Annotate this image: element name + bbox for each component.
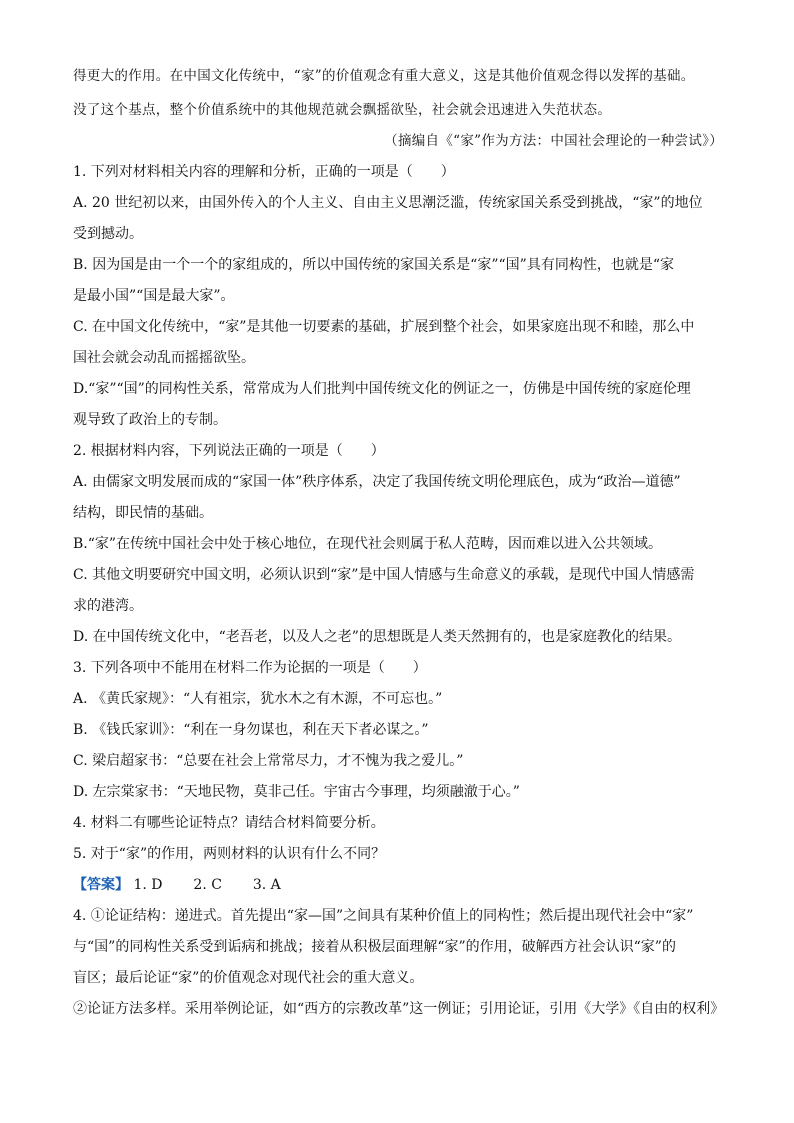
question-3-option-c: C. 梁启超家书：“总要在社会上常常尽力，才不愧为我之爱儿。”	[73, 753, 464, 769]
question-3-option-d: D. 左宗棠家书：“天地民物，莫非己任。宇宙古今事理，均须融澈于心。”	[73, 784, 520, 800]
question-1-option-a-cont: 受到撼动。	[73, 226, 143, 242]
answer-value: 3. A	[252, 877, 281, 893]
question-1-option-d: D.“家”“国”的同构性关系，常常成为人们批判中国传统文化的例证之一，仿佛是中国传统的家庭伦理	[73, 381, 691, 397]
question-1-option-d-cont: 观导致了政治上的专制。	[73, 412, 227, 428]
question-2-option-c: C. 其他文明要研究中国文明，必须认识到“家”是中国人情感与生命意义的承载，是现代中国人情感需	[73, 567, 695, 583]
article-line: 得更大的作用。在中国文化传统中，“家”的价值观念有重大意义，这是其他价值观念得以发挥的基础。	[73, 68, 695, 84]
analysis-line: 与“国”的同构性关系受到诟病和挑战；接着从积极层面理解“家”的作用，破解西方社会认识“家”的	[73, 939, 676, 955]
question-1-stem: 1. 下列对材料相关内容的理解和分析，正确的一项是（ ）	[73, 164, 455, 180]
answer-label: 【答案】	[73, 877, 129, 893]
answer-line	[73, 875, 723, 895]
question-1-option-b-cont: 是最小国”“国是最大家”。	[73, 288, 235, 304]
question-1-option-a: A. 20 世纪初以来，由国外传入的个人主义、自由主义思潮泛滥，传统家国关系受到挑战，“家”的地位	[73, 195, 703, 211]
question-2-option-a-cont: 结构，即民情的基础。	[73, 505, 213, 521]
question-3-option-a: A. 《黄氏家规》：“人有祖宗，犹水木之有木源，不可忘也。”	[73, 691, 443, 707]
question-3-stem: 3. 下列各项中不能用在材料二作为论据的一项是（ ）	[73, 660, 427, 676]
question-2-option-d: D. 在中国传统文化中，“老吾老，以及人之老”的思想既是人类天然拥有的，也是家庭教化的结果。	[73, 629, 681, 645]
answer-value: 1. D	[133, 877, 163, 893]
question-2-option-b: B.“家”在传统中国社会中处于核心地位，在现代社会则属于私人范畴，因而难以进入公共领域。	[73, 536, 663, 552]
question-2-option-c-cont: 求的港湾。	[73, 598, 143, 614]
question-3-option-b: B. 《钱氏家训》：“利在一身勿谋也，利在天下者必谋之。”	[73, 722, 429, 738]
article-source: （摘编自《“家”作为方法：中国社会理论的一种尝试》）	[384, 133, 723, 149]
question-5-stem: 5. 对于“家”的作用，两则材料的认识有什么不同？	[73, 846, 386, 862]
question-2-option-a: A. 由儒家文明发展而成的“家国一体”秩序体系，决定了我国传统文明伦理底色，成为“政治—道德”	[73, 474, 681, 490]
question-2-stem: 2. 根据材料内容，下列说法正确的一项是（ ）	[73, 443, 385, 459]
article-line: 没了这个基点，整个价值系统中的其他规范就会飘摇欲坠，社会就会迅速进入失范状态。	[73, 102, 612, 118]
question-1-option-c-cont: 国社会就会动乱而摇摇欲坠。	[73, 350, 255, 366]
question-4-stem: 4. 材料二有哪些论证特点？请结合材料简要分析。	[73, 815, 385, 831]
question-1-option-c: C. 在中国文化传统中，“家”是其他一切要素的基础，扩展到整个社会，如果家庭出现不和睦，那么中	[73, 319, 695, 335]
question-1-option-b: B. 因为国是由一个一个的家组成的，所以中国传统的家国关系是“家”“国”具有同构性，也就是“家	[73, 257, 674, 273]
analysis-line: ②论证方法多样。采用举例论证，如“西方的宗教改革”这一例证；引用论证，引用《大学》《自由的权利》	[73, 1001, 725, 1017]
answer-value: 2. C	[193, 877, 222, 893]
analysis-line: 4. ①论证结构：递进式。首先提出“家—国”之间具有某种价值上的同构性；然后提出现代社会中“家”	[73, 908, 694, 924]
analysis-line: 盲区；最后论证“家”的价值观念对现代社会的重大意义。	[73, 970, 424, 986]
